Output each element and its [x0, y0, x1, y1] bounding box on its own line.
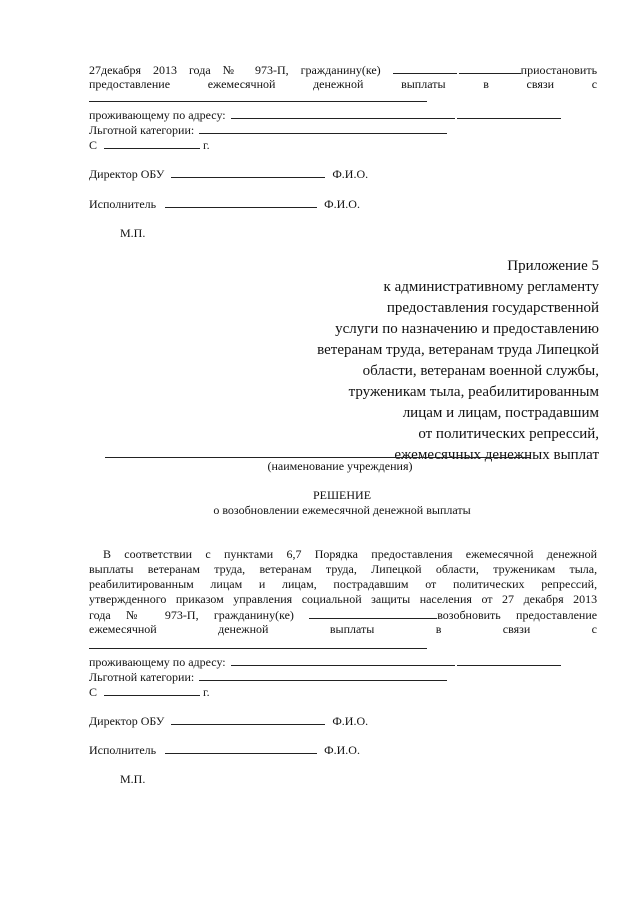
body-line-5 — [89, 607, 597, 623]
text-fragment: № — [125, 608, 150, 622]
text-fragment: связи — [502, 622, 531, 636]
text-fragment: выплаты — [401, 77, 446, 91]
text-fragment: 2013 — [573, 592, 598, 606]
blank-line — [309, 608, 501, 622]
text-fragment: в — [435, 622, 442, 636]
year-suffix: г. — [203, 685, 210, 699]
text-fragment: гражданину(ке) — [300, 63, 381, 77]
text-fragment: лицам, — [281, 577, 317, 591]
top-line-1 — [89, 62, 597, 78]
fio-label: Ф.И.О. — [324, 197, 360, 211]
text-fragment: соответствии — [124, 547, 193, 561]
text-fragment: года — [89, 608, 111, 622]
body-line-1 — [103, 547, 597, 562]
text-fragment: области, — [435, 562, 479, 576]
address-row — [89, 654, 561, 670]
since-row — [89, 137, 210, 153]
text-fragment: 27 — [502, 592, 515, 606]
text-fragment: выплаты — [329, 622, 375, 636]
text-fragment: 27декабря — [89, 63, 142, 77]
text-fragment: политических — [452, 577, 525, 591]
body-line-4 — [89, 592, 597, 607]
appendix-line: предоставления государственной — [386, 300, 599, 316]
appendix-line: труженикам тыла, реабилитированным — [348, 384, 599, 400]
text-fragment: ежемесячной — [89, 622, 157, 636]
text-fragment: выплаты — [89, 562, 134, 576]
decision-subtitle: о возобновлении ежемесячной денежной выплаты — [213, 503, 471, 517]
text-fragment: года — [188, 63, 211, 77]
text-fragment: реабилитированным — [89, 577, 194, 591]
blank-line — [89, 101, 427, 102]
since-label: С — [89, 138, 98, 152]
fio-label: Ф.И.О. — [332, 714, 369, 728]
body-line-3 — [89, 577, 597, 592]
text-fragment: социальной — [301, 592, 362, 606]
text-fragment: в — [483, 77, 489, 91]
text-fragment: тыла, — [569, 562, 598, 576]
text-fragment: связи — [526, 77, 555, 91]
text-fragment: 973-П, — [254, 63, 289, 77]
blank-line — [89, 648, 427, 649]
executor-row — [89, 196, 360, 212]
text-fragment: пунктами — [223, 547, 274, 561]
text-fragment: ежемесячной — [207, 77, 276, 91]
text-fragment: от — [481, 592, 493, 606]
since-row — [89, 684, 210, 700]
institution-caption: (наименование учреждения) — [267, 459, 413, 473]
address-row — [89, 107, 561, 123]
text-fragment: утвержденного — [89, 592, 167, 606]
text-fragment: предоставление — [89, 77, 171, 91]
text-fragment: Липецкой — [371, 562, 422, 576]
category-label: Льготной категории: — [89, 123, 195, 137]
executor-label: Исполнитель — [89, 197, 157, 211]
text-fragment: и — [258, 577, 266, 591]
text-fragment: от — [425, 577, 437, 591]
text-fragment: денежной — [546, 547, 598, 561]
text-fragment: лицам — [210, 577, 243, 591]
text-fragment: № — [222, 63, 244, 77]
text-fragment: предоставления — [371, 547, 453, 561]
text-fragment: с — [591, 622, 597, 636]
text-fragment: труда, — [214, 562, 246, 576]
since-label: С — [89, 685, 98, 699]
text-fragment: ежемесячной — [465, 547, 534, 561]
text-fragment: денежной — [313, 77, 364, 91]
text-fragment: предоставление — [516, 608, 598, 622]
blank-line — [393, 63, 597, 77]
text-fragment: 2013 — [152, 63, 177, 77]
institution-line — [105, 457, 530, 458]
appendix-line: ежемесячных денежных выплат — [394, 447, 599, 463]
director-row — [89, 713, 368, 729]
body-line-6 — [89, 622, 597, 637]
text-fragment: возобновить — [437, 608, 501, 622]
text-fragment: с — [205, 547, 211, 561]
category-row — [89, 669, 447, 685]
appendix-line: лицам и лицам, пострадавшим — [402, 405, 599, 421]
address-label: проживающему по адресу: — [89, 655, 226, 669]
appendix-block — [317, 256, 599, 466]
text-fragment: гражданину(ке) — [213, 608, 294, 622]
text-fragment: 6,7 — [286, 547, 302, 561]
fio-label: Ф.И.О. — [332, 167, 369, 181]
executor-label: Исполнитель — [89, 743, 157, 757]
text-fragment: защиты — [371, 592, 411, 606]
text-fragment: труженикам — [493, 562, 556, 576]
appendix-line: области, ветеранам военной службы, — [362, 363, 599, 379]
appendix-line: от политических репрессий, — [418, 426, 599, 442]
text-fragment: пострадавшим — [333, 577, 409, 591]
text-fragment: декабря — [523, 592, 564, 606]
text-fragment: Порядка — [314, 547, 358, 561]
text-fragment: труда, — [325, 562, 357, 576]
appendix-line: ветеранам труда, ветеранам труда Липецкой — [317, 342, 599, 358]
stamp-mark: М.П. — [120, 772, 146, 786]
address-label: проживающему по адресу: — [89, 108, 226, 122]
text-fragment: 973-П, — [164, 608, 199, 622]
category-label: Льготной категории: — [89, 670, 195, 684]
appendix-line: Приложение 5 — [507, 258, 599, 274]
text-fragment: приостановить — [520, 63, 598, 77]
appendix-line: к административному регламенту — [383, 279, 599, 295]
text-fragment: денежной — [218, 622, 269, 636]
text-fragment: репрессий, — [541, 577, 598, 591]
text-fragment: приказом — [175, 592, 224, 606]
top-line-2 — [89, 77, 597, 92]
director-label: Директор ОБУ — [89, 714, 165, 728]
year-suffix: г. — [203, 138, 210, 152]
director-row — [89, 166, 368, 182]
text-fragment: населения — [419, 592, 472, 606]
text-fragment: ветеранам — [147, 562, 200, 576]
fio-label: Ф.И.О. — [324, 743, 360, 757]
body-line-2 — [89, 562, 597, 577]
text-fragment: ветеранам — [259, 562, 312, 576]
text-fragment: В — [103, 547, 112, 561]
executor-row — [89, 742, 360, 758]
category-row — [89, 122, 447, 138]
text-fragment: управления — [233, 592, 293, 606]
director-label: Директор ОБУ — [89, 167, 165, 181]
appendix-line: услуги по назначению и предоставлению — [335, 321, 599, 337]
stamp-mark: М.П. — [120, 226, 146, 240]
text-fragment: с — [591, 77, 598, 91]
decision-title: РЕШЕНИЕ — [312, 488, 372, 502]
